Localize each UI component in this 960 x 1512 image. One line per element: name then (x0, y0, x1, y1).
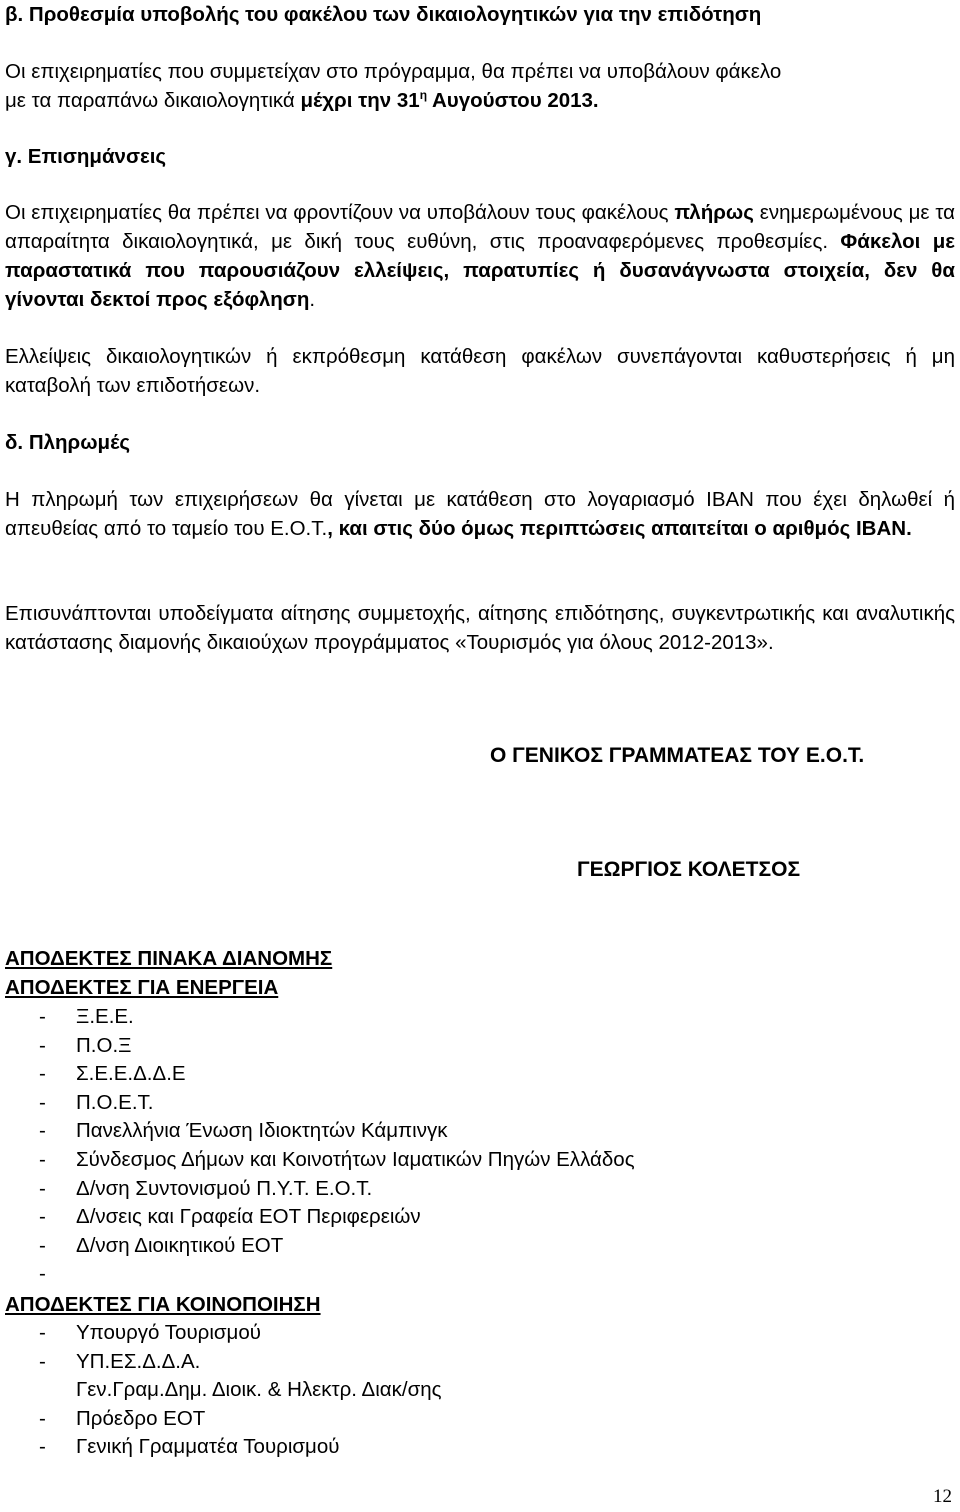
list-item (5, 1146, 905, 1175)
signature-name: ΓΕΩΡΓΙΟΣ ΚΟΛΕΤΣΟΣ (577, 858, 801, 881)
list-item (5, 1089, 905, 1118)
list-item (5, 1376, 905, 1405)
list-item (5, 1117, 905, 1146)
deadline-date: μέχρι την 31 (300, 89, 420, 112)
deadline-superscript: η (419, 88, 428, 103)
section-c-para1-bold: πλήρως (674, 201, 754, 224)
list-item (5, 1260, 905, 1289)
section-b-line2 (5, 86, 955, 115)
list-item (5, 1203, 905, 1232)
section-b-heading: β. Προθεσμία υποβολής του φακέλου των δικαιολογητικών για την επιδότηση (5, 3, 762, 26)
section-c-heading: γ. Επισημάνσεις (5, 145, 167, 168)
list-dash: - (39, 1435, 46, 1459)
action-recipients-list (5, 1003, 905, 1289)
list-item-text: Σύνδεσμος Δήμων και Κοινοτήτων Ιαματικών Πηγών Ελλάδος (76, 1147, 635, 1171)
list-item-text: Πρόεδρο ΕΟΤ (76, 1406, 206, 1430)
list-item-text: Υπουργό Τουρισμού (76, 1321, 261, 1344)
list-item (5, 1319, 905, 1348)
list-item (5, 1348, 905, 1377)
list-dash: - (39, 1349, 46, 1373)
section-d-para-bold: , και στις δύο όμως περιπτώσεις απαιτείται ο αριθμός IBAN. (327, 517, 912, 540)
deadline-month: Αυγούστου 2013. (427, 89, 599, 112)
list-dash: - (39, 1321, 46, 1344)
section-d-paragraph (5, 485, 955, 543)
section-b-text (5, 57, 955, 115)
info-recipients-list (5, 1319, 905, 1462)
list-item (5, 1175, 905, 1204)
section-d-para-start: Η πληρωμή των επιχειρήσεων θα γίνεται με κατάθεση στο λογαριασμό IBAN που έχει δηλωθεί ή απευθείας από το ταμείο του Ε.Ο.Τ. (5, 488, 955, 540)
list-dash: - (39, 1062, 46, 1086)
section-c-para1-rest: ενημερωμένους με τα απαραίτητα δικαιολογητικά, με δική τους ευθύνη, στις προαναφερόμενες προθεσμίες. (5, 201, 956, 253)
section-c-paragraph2: Ελλείψεις δικαιολογητικών ή εκπρόθεσμη κατάθεση φακέλων συνεπάγονται καθυστερήσεις ή μη καταβολή των επιδοτήσεων. (5, 345, 955, 397)
list-dash: - (39, 1119, 46, 1143)
section-b-line1: Οι επιχειρηματίες που συμμετείχαν στο πρόγραμμα, θα πρέπει να υποβάλουν φάκελο (5, 60, 782, 83)
section-c-paragraph1 (5, 198, 955, 314)
list-dash: - (39, 1033, 46, 1057)
list-item-text: Π.Ο.Ξ (76, 1033, 132, 1057)
section-d-heading: δ. Πληρωμές (5, 431, 131, 454)
action-recipients-heading: ΑΠΟΔΕΚΤΕΣ ΓΙΑ ΕΝΕΡΓΕΙΑ (5, 976, 279, 999)
list-item (5, 1032, 905, 1061)
section-c-para1-start: Οι επιχειρηματίες θα πρέπει να φροντίζουν να υποβάλουν τους φακέλους (5, 201, 675, 224)
section-c-warning: Φάκελοι με παραστατικά που παρουσιάζουν ελλείψεις, παρατυπίες ή δυσανάγνωστα στοιχεία, δεν θα γίνονται δεκτοί προς εξόφληση (5, 230, 955, 311)
list-dash: - (39, 1176, 46, 1200)
section-c-para1-end: . (309, 288, 316, 311)
list-item (5, 1433, 905, 1462)
list-dash: - (39, 1205, 46, 1229)
signature-title: Ο ΓΕΝΙΚΟΣ ΓΡΑΜΜΑΤΕΑΣ ΤΟΥ Ε.Ο.Τ. (490, 744, 865, 767)
list-item-text: ΥΠ.ΕΣ.Δ.Δ.Α. (76, 1349, 201, 1373)
list-item-text: Ξ.Ε.Ε. (76, 1005, 134, 1028)
list-item-text: Δ/νσεις και Γραφεία ΕΟΤ Περιφερειών (76, 1205, 421, 1229)
list-dash: - (39, 1262, 46, 1286)
list-dash: - (39, 1406, 46, 1430)
list-dash: - (39, 1233, 46, 1257)
list-item (5, 1003, 905, 1032)
list-item-text: Γενική Γραμματέα Τουρισμού (76, 1435, 340, 1459)
list-item-text: Γεν.Γραμ.Δημ. Διοικ. & Ηλεκτρ. Διακ/σης (76, 1378, 442, 1402)
list-dash: - (39, 1090, 46, 1114)
attachments-paragraph: Επισυνάπτονται υποδείγματα αίτησης συμμετοχής, αίτησης επιδότησης, συγκεντρωτικής και αναλυτικής κατάστασης διαμονής δικαιούχων προγράμματος «Τουρισμός για όλους 2012-2013». (5, 602, 955, 654)
list-item-text: Δ/νση Διοικητικού ΕΟΤ (76, 1233, 284, 1257)
list-item (5, 1232, 905, 1261)
list-item-text: Σ.Ε.Ε.Δ.Δ.Ε (76, 1062, 186, 1086)
list-dash: - (39, 1147, 46, 1171)
list-item-text: Πανελλήνια Ένωση Ιδιοκτητών Κάμπινγκ (76, 1119, 448, 1143)
list-item (5, 1060, 905, 1089)
distribution-heading: ΑΠΟΔΕΚΤΕΣ ΠΙΝΑΚΑ ΔΙΑΝΟΜΗΣ (5, 947, 333, 970)
list-item (5, 1405, 905, 1434)
info-recipients-heading: ΑΠΟΔΕΚΤΕΣ ΓΙΑ ΚΟΙΝΟΠΟΙΗΣΗ (5, 1293, 321, 1316)
list-item-text: Π.Ο.Ε.Τ. (76, 1090, 154, 1114)
section-b-line2-start: με τα παραπάνω δικαιολογητικά (5, 89, 301, 112)
list-item-text: Δ/νση Συντονισμού Π.Υ.Τ. Ε.Ο.Τ. (76, 1176, 373, 1200)
page-number: 12 (933, 1486, 952, 1507)
list-dash: - (39, 1005, 46, 1028)
